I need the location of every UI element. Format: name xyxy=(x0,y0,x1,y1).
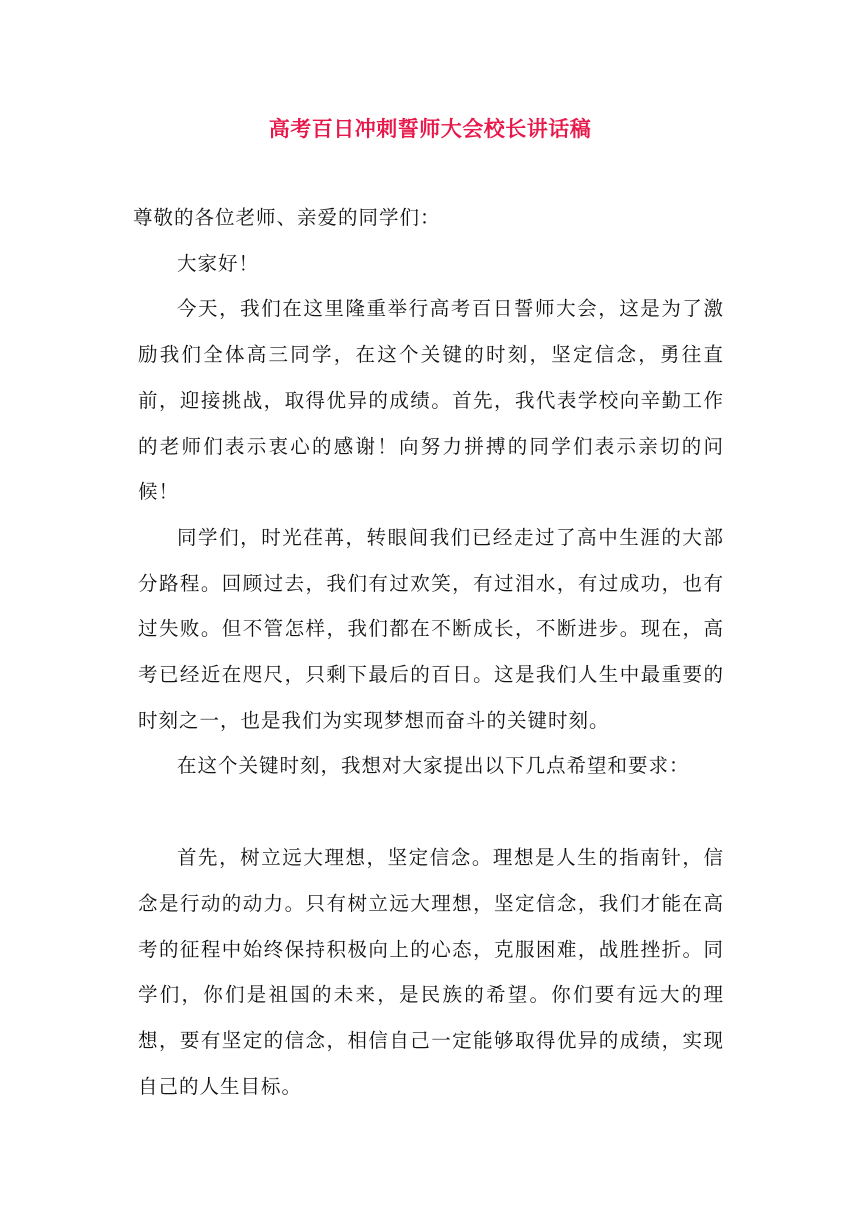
salutation: 尊敬的各位老师、亲爱的同学们： xyxy=(133,206,441,229)
document-body xyxy=(133,195,724,1109)
paragraph-requirements-intro: 在这个关键时刻，我想对大家提出以下几点希望和要求： xyxy=(177,754,690,778)
document-title: 高考百日冲刺誓师大会校长讲话稿 xyxy=(268,117,592,141)
paragraph-greeting: 大家好！ xyxy=(177,251,260,275)
paragraph-spacer xyxy=(138,789,724,835)
paragraph-first-point: 首先，树立远大理想，坚定信念。理想是人生的指南针，信念是行动的动力。只有树立远大理想，坚定信念，我们才能在高考的征程中始终保持积极向上的心态，克服困难，战胜挫折。同学们，你们是祖国的未来，是民族的希望。你们要有远大的理想，要有坚定的信念，相信自己一定能够取得优异的成绩，实现自己的人生目标。 xyxy=(138,846,724,1098)
paragraph-opening: 今天，我们在这里隆重举行高考百日誓师大会，这是为了激励我们全体高三同学，在这个关键的时刻，坚定信念，勇往直前，迎接挑战，取得优异的成绩。首先，我代表学校向辛勤工作的老师们表示衷心的感谢！向努力拼搏的同学们表示亲切的问候！ xyxy=(138,297,724,504)
paragraph-reflection: 同学们，时光荏苒，转眼间我们已经走过了高中生涯的大部分路程。回顾过去，我们有过欢笑，有过泪水，有过成功，也有过失败。但不管怎样，我们都在不断成长，不断进步。现在，高考已经近在咫尺，只剩下最后的百日。这是我们人生中最重要的时刻之一，也是我们为实现梦想而奋斗的关键时刻。 xyxy=(138,525,724,732)
